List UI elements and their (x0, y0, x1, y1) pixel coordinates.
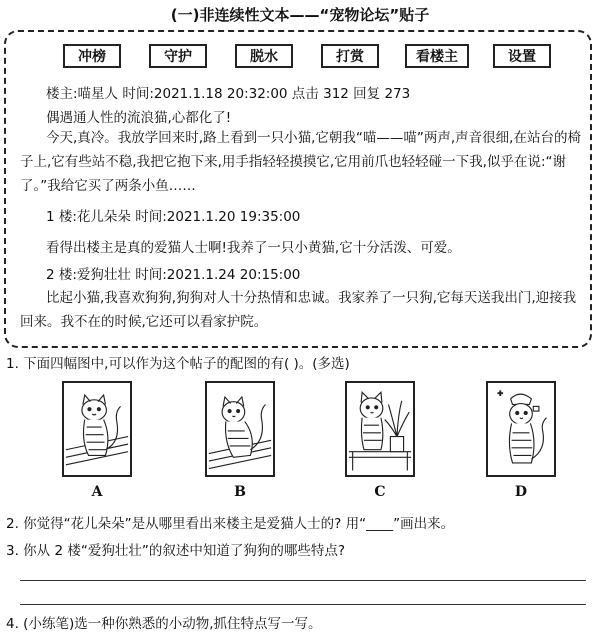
cat-with-plant-icon (347, 383, 413, 475)
dehydrate-button[interactable]: 脱水 (235, 44, 293, 68)
settings-button[interactable]: 设置 (493, 44, 551, 68)
post-header: 楼主:喵星人 时间:2021.1.18 20:32:00 点击 312 回复 273 (46, 86, 411, 102)
picture-d-label: D (514, 484, 528, 500)
tip-button[interactable]: 打赏 (321, 44, 379, 68)
rank-button[interactable]: 冲榜 (63, 44, 121, 68)
reply-1-content: 看得出楼主是真的爱猫人士啊!我养了一只小黄猫,它十分活泼、可爱。 (46, 240, 461, 256)
picture-b[interactable] (205, 381, 275, 477)
picture-c-label: C (374, 484, 386, 500)
reply-2-content: 比起小猫,我喜欢狗狗,狗狗对人十分热情和忠诚。我家养了一只狗,它每天送我出门,迎接我回来。我不在的时候,它还可以看家护院。 (20, 290, 577, 330)
picture-a[interactable] (62, 381, 132, 477)
view-op-button[interactable]: 看楼主 (405, 44, 469, 68)
cat-with-nurse-cap-icon (488, 383, 554, 475)
picture-a-label: A (91, 484, 103, 500)
guard-button[interactable]: 守护 (149, 44, 207, 68)
question-1: 1. 下面四幅图中,可以作为这个帖子的配图的有( )。(多选) (6, 356, 350, 372)
answer-line-2[interactable] (20, 604, 586, 605)
section-title: (一)非连续性文本——“宠物论坛”贴子 (170, 6, 430, 24)
cat-on-stairs-icon (64, 383, 130, 475)
post-body: 今天,真冷。我放学回来时,路上看到一只小猫,它朝我“喵——喵”两声,声音很细,在站台的椅子上,它有些站不稳,我把它抱下来,用手指轻轻摸摸它,它用前爪也轻轻碰一下我,似乎在说:“谢了。”我给它买了两条小鱼…… (20, 130, 581, 194)
reply-1-header: 1 楼:花儿朵朵 时间:2021.1.20 19:35:00 (46, 209, 301, 225)
question-4: 4. (小练笔)选一种你熟悉的小动物,抓住特点写一写。 (6, 616, 322, 632)
reply-2-header: 2 楼:爱狗壮壮 时间:2021.1.24 20:15:00 (46, 267, 301, 283)
question-3: 3. 你从 2 楼“爱狗壮壮”的叙述中知道了狗狗的哪些特点? (6, 543, 345, 559)
post-headline: 偶遇通人性的流浪猫,心都化了! (46, 110, 232, 126)
post-toolbar (0, 44, 600, 70)
question-2: 2. 你觉得“花儿朵朵”是从哪里看出来楼主是爱猫人士的? 用“____”画出来。 (6, 516, 455, 532)
cat-on-stairs-icon (207, 383, 273, 475)
answer-line-1[interactable] (20, 580, 586, 581)
picture-b-label: B (234, 484, 246, 500)
picture-c[interactable] (345, 381, 415, 477)
picture-d[interactable] (486, 381, 556, 477)
